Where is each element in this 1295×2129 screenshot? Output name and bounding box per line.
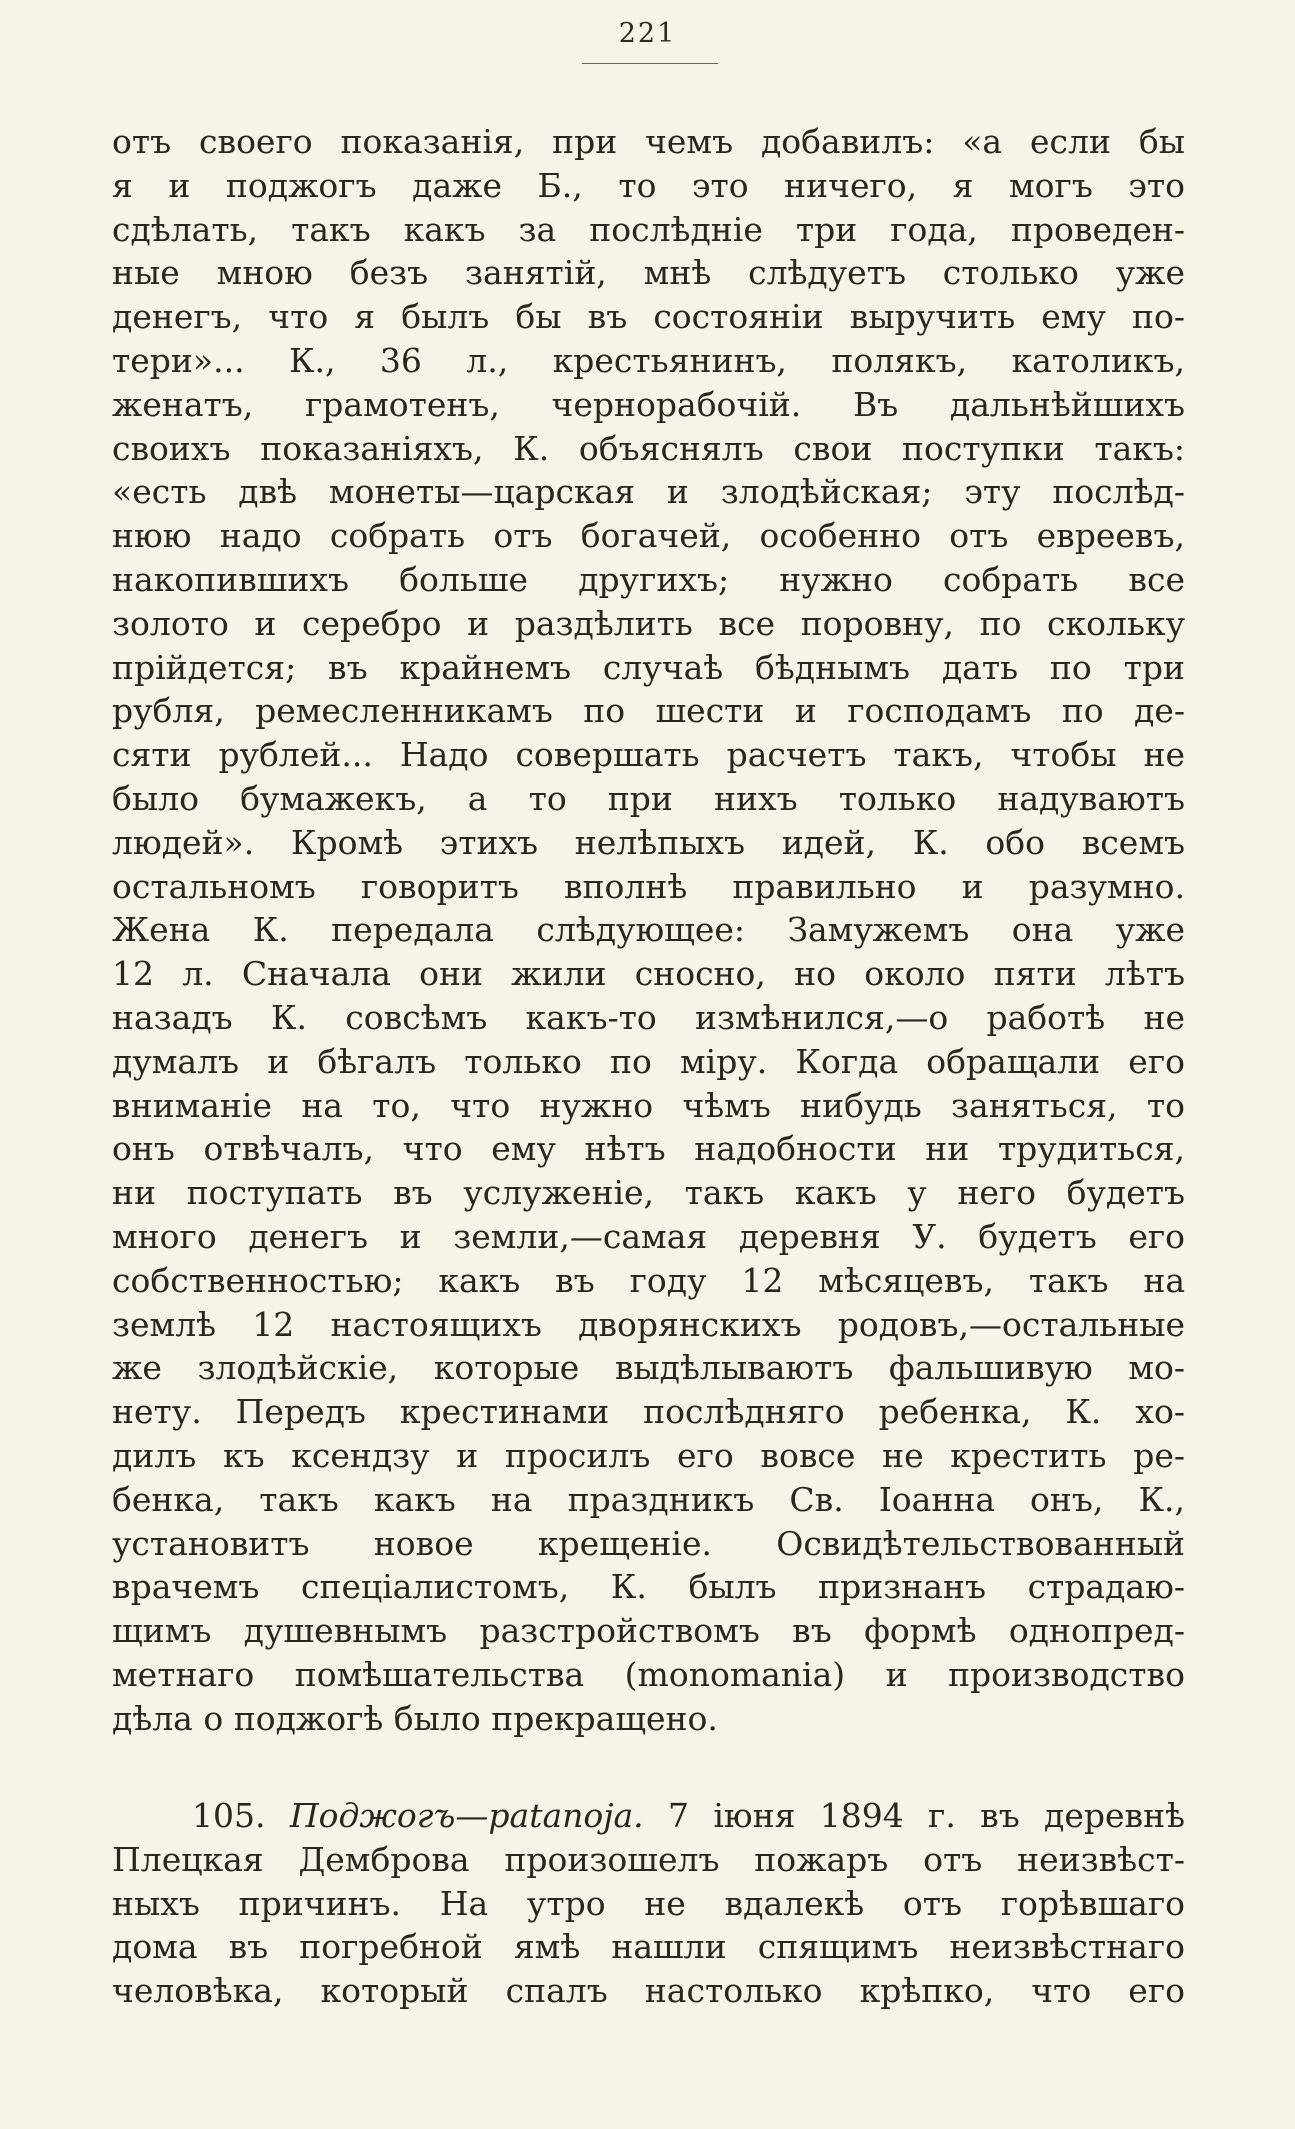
text-line: Жена К. передала слѣдующее: Замужемъ она уже — [112, 910, 1185, 950]
text-line: отъ своего показанія, при чемъ добавилъ: «а если бы — [112, 122, 1185, 161]
text-line: нету. Передъ крестинами послѣдняго ребенка, К. хо- — [112, 1392, 1185, 1432]
text-line: сдѣлать, такъ какъ за послѣдніе три года, проведен- — [112, 209, 1185, 249]
entry-title: Поджогъ—patanoja. — [289, 1796, 644, 1835]
text-line: я и поджогъ даже Б., то это ничего, я могъ это — [112, 165, 1185, 205]
text-line: дома въ погребной ямѣ нашли спящимъ неизвѣстнаго — [112, 1927, 1185, 1967]
text-line: прійдется; въ крайнемъ случаѣ бѣднымъ дать по три — [112, 647, 1185, 687]
text-line: женатъ, грамотенъ, чернорабочій. Въ дальнѣйшихъ — [112, 384, 1185, 424]
paragraph-2 — [112, 1794, 1185, 2013]
text-line: рубля, ремесленникамъ по шести и господамъ по де- — [112, 691, 1185, 731]
text-line: дѣла о поджогѣ было прекращено. — [112, 1698, 718, 1738]
text-line: много денегъ и земли,—самая деревня У. будетъ его — [112, 1216, 1185, 1256]
text-line: «есть двѣ монеты—царская и злодѣйская; эту послѣд- — [112, 472, 1185, 512]
text-line: бенка, такъ какъ на праздникъ Св. Іоанна онъ, К., — [112, 1479, 1185, 1519]
entry-first-line-text: 7 іюня 1894 г. въ деревнѣ — [668, 1796, 1185, 1835]
text-line: накопившихъ больше другихъ; нужно собрать все — [112, 559, 1185, 599]
text-line: землѣ 12 настоящихъ дворянскихъ родовъ,—остальные — [112, 1304, 1185, 1344]
text-line: нюю надо собрать отъ богачей, особенно отъ евреевъ, — [112, 516, 1185, 556]
text-line: денегъ, что я былъ бы въ состояніи выручить ему по- — [112, 297, 1185, 337]
text-line: было бумажекъ, а то при нихъ только надуваютъ — [112, 778, 1185, 818]
text-line: врачемъ спеціалистомъ, К. былъ признанъ страдаю- — [112, 1567, 1185, 1607]
text-line: человѣка, который спалъ настолько крѣпко, что его — [112, 1971, 1185, 2011]
text-line: людей». Кромѣ этихъ нелѣпыхъ идей, К. обо всемъ — [112, 822, 1185, 862]
entry-number: 105. — [192, 1796, 266, 1835]
text-line: тери»... К., 36 л., крестьянинъ, полякъ, католикъ, — [112, 340, 1185, 380]
text-line: Плецкая Демброва произошелъ пожаръ отъ неизвѣст- — [112, 1839, 1185, 1879]
text-line: ни поступать въ услуженіе, такъ какъ у него будетъ — [112, 1173, 1185, 1213]
text-line: щимъ душевнымъ разстройствомъ въ формѣ однопред- — [112, 1611, 1185, 1651]
text-line: остальномъ говоритъ вполнѣ правильно и разумно. — [112, 866, 1185, 906]
text-line: своихъ показаніяхъ, К. объяснялъ свои поступки такъ: — [112, 428, 1185, 468]
page-number: 221 — [618, 18, 677, 49]
text-line: ные мною безъ занятій, мнѣ слѣдуетъ столько уже — [112, 253, 1185, 293]
text-line: сяти рублей... Надо совершать расчетъ такъ, чтобы не — [112, 735, 1185, 775]
text-line: думалъ и бѣгалъ только по міру. Когда обращали его — [112, 1041, 1185, 1081]
text-line: метнаго помѣшательства (monomania) и производство — [112, 1654, 1185, 1694]
text-line: назадъ К. совсѣмъ какъ-то измѣнился,—о работѣ не — [112, 997, 1185, 1037]
text-line: 12 л. Сначала они жили сносно, но около пяти лѣтъ — [112, 954, 1185, 994]
text-line: установитъ новое крещеніе. Освидѣтельствованный — [112, 1523, 1185, 1563]
text-line: вниманіе на то, что нужно чѣмъ нибудь заняться, то — [112, 1085, 1185, 1125]
paragraph-1 — [112, 120, 1185, 1740]
text-line: ныхъ причинъ. На утро не вдалекѣ отъ горѣвшаго — [112, 1883, 1185, 1923]
text-line: золото и серебро и раздѣлить все поровну, по скольку — [112, 603, 1185, 643]
text-line: собственностью; какъ въ году 12 мѣсяцевъ, такъ на — [112, 1260, 1185, 1300]
entry-heading-line — [112, 1794, 1185, 1838]
text-line: дилъ къ ксендзу и просилъ его вовсе не крестить ре- — [112, 1435, 1185, 1475]
text-line: же злодѣйскіе, которые выдѣлываютъ фальшивую мо- — [112, 1348, 1185, 1388]
text-line: онъ отвѣчалъ, что ему нѣтъ надобности ни трудиться, — [112, 1129, 1185, 1169]
header-rule — [582, 63, 718, 64]
